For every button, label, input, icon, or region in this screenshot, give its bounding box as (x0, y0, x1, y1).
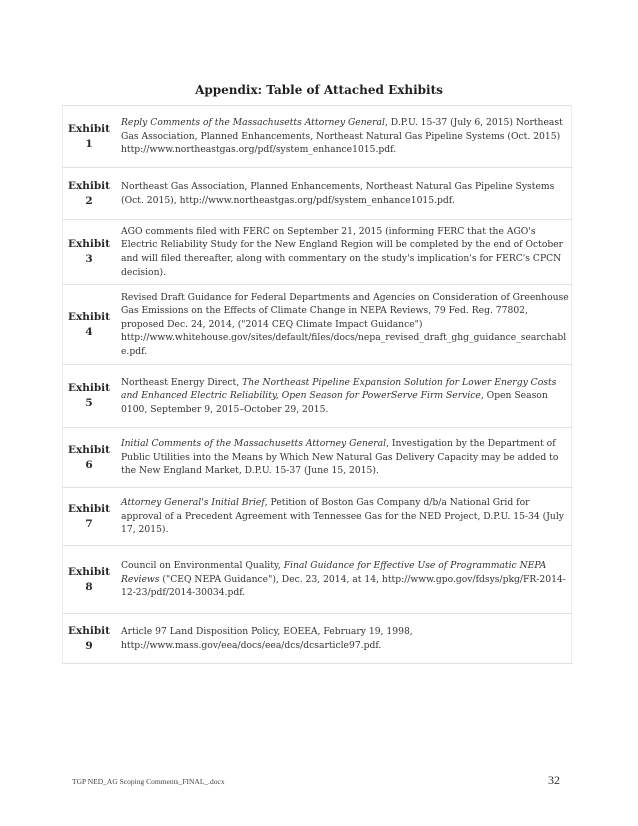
exhibits-table (62, 105, 572, 664)
exhibit-number: 7 (85, 517, 93, 530)
page-number: 32 (548, 773, 560, 787)
exhibit-label-cell (63, 365, 116, 428)
exhibit-number: 1 (85, 137, 93, 150)
exhibit-label: Exhibit (67, 310, 111, 323)
exhibit-description (115, 428, 572, 488)
exhibit-description-text: Northeast Gas Association, Planned Enhancements, Northeast Natural Gas Pipeline Systems (Oct. 2015), http://www.northeastgas.org/pdf/system_enhance1015.pdf. (121, 180, 555, 206)
exhibit-description-text: Article 97 Land Disposition Policy, EOEEA, February 19, 1998, http://www.mass.gov/eea/docs/eea/dcs/dcsarticle97.pdf. (121, 625, 413, 651)
exhibit-description-text: , Open Season 0100, September 9, 2015–October 29, 2015. (121, 390, 548, 415)
exhibit-description-text: , Investigation by the Department of Public Utilities into the Means by Which New Natural Gas Delivery Capacity may be added to the New England Market, D.P.U. 15-37 (June 15, 2015). (121, 438, 559, 477)
exhibit-row (63, 546, 572, 614)
exhibit-number: 9 (85, 639, 93, 652)
exhibit-row (63, 168, 572, 220)
exhibit-label-cell (63, 220, 116, 285)
exhibit-description-text: ("CEQ NEPA Guidance"), Dec. 23, 2014, at 14, http://www.gpo.gov/fdsys/pkg/FR-2014-12-23/pdf/2014-30034.pdf. (121, 573, 566, 599)
exhibit-row (63, 428, 572, 488)
exhibit-description-text: AGO comments filed with FERC on September 21, 2015 (informing FERC that the AGO's Electric Reliability Study for the New England Region will be completed by the end of October and will filed thereafter, along with commentary on the study's implication's for FERC's CPCN decision). (121, 225, 564, 278)
exhibit-label-cell (63, 428, 116, 488)
exhibit-number: 6 (85, 458, 93, 471)
exhibit-description (115, 614, 572, 664)
exhibit-row (63, 106, 572, 168)
exhibit-label: Exhibit (67, 443, 111, 456)
exhibit-description (115, 220, 572, 285)
exhibit-row (63, 365, 572, 428)
exhibit-label: Exhibit (67, 238, 111, 250)
exhibit-description-italic: Final Guidance for Effective Use of Programmatic NEPA Reviews (121, 560, 547, 585)
exhibit-row (63, 220, 572, 285)
exhibit-description (115, 168, 572, 220)
exhibit-description-text: Council on Environmental Quality, (121, 560, 284, 572)
exhibit-label-cell (63, 546, 116, 614)
exhibit-description-italic: Reply Comments of the Massachusetts Attorney General (121, 117, 385, 129)
exhibit-label: Exhibit (67, 624, 111, 637)
exhibit-description-italic: Initial Comments of the Massachusetts Attorney General (121, 438, 387, 450)
page-title: Appendix: Table of Attached Exhibits (195, 83, 443, 97)
exhibit-row (63, 285, 572, 365)
exhibit-number: 8 (85, 580, 93, 593)
exhibit-description-text: Northeast Energy Direct, (121, 376, 243, 388)
exhibit-label-cell (63, 488, 116, 546)
exhibit-description (115, 488, 572, 546)
footer-filename: TGP NED_AG Scoping Comments_FINAL_.docx (72, 777, 225, 786)
exhibit-number: 2 (85, 194, 93, 207)
exhibit-label: Exhibit (67, 122, 111, 135)
exhibit-description-text: , D.P.U. 15-37 (July 6, 2015) Northeast Gas Association, Planned Enhancements, Northeast Natural Gas Pipeline Systems (Oct. 2015) http://www.northeastgas.org/pdf/system_enhance1015.pdf. (121, 117, 563, 156)
exhibit-label: Exhibit (67, 179, 111, 192)
exhibits-table-body (63, 106, 572, 664)
exhibit-row (63, 614, 572, 664)
exhibit-label-cell (63, 614, 116, 664)
exhibit-description-italic: The Northeast Pipeline Expansion Solution for Lower Energy Costs and Enhanced Electric Reliability, Open Season for PowerServe Firm Service (121, 376, 557, 402)
exhibit-label: Exhibit (67, 502, 111, 515)
exhibit-row (63, 488, 572, 546)
exhibit-description (115, 106, 572, 168)
exhibit-description (115, 285, 572, 365)
exhibit-description (115, 365, 572, 428)
exhibit-description-text: Revised Draft Guidance for Federal Departments and Agencies on Consideration of Greenhouse Gas Emissions on the Effects of Climate Change in NEPA Reviews, 79 Fed. Reg. 77802, proposed Dec. 24, 2014, ("2014 CEQ Climate Impact Guidance") http://www.whitehouse.gov/sites/default/files/docs/nepa_revised_draft_ghg_guidance_searchable.pdf. (121, 291, 569, 357)
exhibit-label: Exhibit (67, 382, 111, 394)
exhibit-description (115, 546, 572, 614)
exhibit-description-text: , Petition of Boston Gas Company d/b/a National Grid for approval of a Precedent Agreement with Tennessee Gas for the NED Project, D.P.U. 15-34 (July 17, 2015). (121, 497, 564, 536)
exhibit-label-cell (63, 106, 116, 168)
exhibit-description-italic: Attorney General's Initial Brief (121, 497, 265, 509)
exhibit-label-cell (63, 168, 116, 220)
exhibit-label-cell (63, 285, 116, 365)
exhibit-label: Exhibit (67, 565, 111, 578)
exhibit-number: 4 (85, 325, 93, 338)
exhibit-number: 5 (85, 397, 93, 409)
exhibit-number: 3 (85, 253, 93, 265)
